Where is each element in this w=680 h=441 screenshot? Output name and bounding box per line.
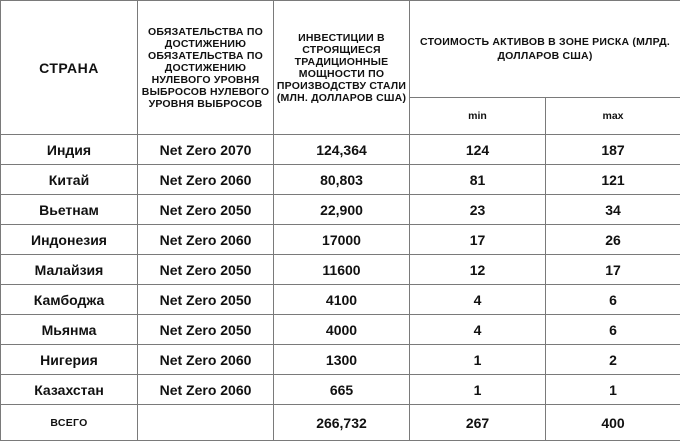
table-row — [1, 345, 680, 375]
total-commitment — [138, 405, 274, 441]
cell-max: 6 — [546, 315, 680, 345]
cell-min: 1 — [410, 375, 546, 405]
total-label: ВСЕГО — [1, 405, 138, 441]
header-max: max — [546, 98, 680, 135]
cell-min: 4 — [410, 315, 546, 345]
cell-max: 187 — [546, 135, 680, 165]
cell-commitment: Net Zero 2050 — [138, 255, 274, 285]
cell-investment: 4000 — [274, 315, 410, 345]
cell-min: 4 — [410, 285, 546, 315]
cell-max: 121 — [546, 165, 680, 195]
cell-max: 34 — [546, 195, 680, 225]
table-row — [1, 135, 680, 165]
total-min: 267 — [410, 405, 546, 441]
header-commitment: ОБЯЗАТЕЛЬСТВА ПО ДОСТИЖЕНИЮ ОБЯЗАТЕЛЬСТВА ПО ДОСТИЖЕНИЮ НУЛЕВОГО УРОВНЯ ВЫБРОСОВ НУЛЕВОГО УРОВНЯ ВЫБРОСОВ — [138, 1, 274, 135]
table-row — [1, 255, 680, 285]
cell-investment: 4100 — [274, 285, 410, 315]
cell-country: Мьянма — [1, 315, 138, 345]
cell-min: 17 — [410, 225, 546, 255]
cell-commitment: Net Zero 2060 — [138, 165, 274, 195]
cell-max: 17 — [546, 255, 680, 285]
table-row — [1, 285, 680, 315]
table-row — [1, 225, 680, 255]
cell-investment: 1300 — [274, 345, 410, 375]
cell-commitment: Net Zero 2060 — [138, 375, 274, 405]
cell-max: 1 — [546, 375, 680, 405]
total-max: 400 — [546, 405, 680, 441]
cell-country: Казахстан — [1, 375, 138, 405]
cell-country: Китай — [1, 165, 138, 195]
header-min: min — [410, 98, 546, 135]
cell-investment: 17000 — [274, 225, 410, 255]
table-row — [1, 165, 680, 195]
cell-min: 124 — [410, 135, 546, 165]
cell-investment: 124,364 — [274, 135, 410, 165]
cell-max: 2 — [546, 345, 680, 375]
cell-investment: 665 — [274, 375, 410, 405]
cell-investment: 11600 — [274, 255, 410, 285]
cell-commitment: Net Zero 2060 — [138, 345, 274, 375]
table-row — [1, 195, 680, 225]
cell-commitment: Net Zero 2060 — [138, 225, 274, 255]
cell-country: Камбоджа — [1, 285, 138, 315]
cell-max: 6 — [546, 285, 680, 315]
cell-investment: 80,803 — [274, 165, 410, 195]
cell-country: Вьетнам — [1, 195, 138, 225]
total-row — [1, 405, 680, 441]
header-country: СТРАНА — [1, 1, 138, 135]
cell-commitment: Net Zero 2050 — [138, 315, 274, 345]
total-investment: 266,732 — [274, 405, 410, 441]
cell-country: Нигерия — [1, 345, 138, 375]
cell-country: Индия — [1, 135, 138, 165]
cell-investment: 22,900 — [274, 195, 410, 225]
header-investment: ИНВЕСТИЦИИ В СТРОЯЩИЕСЯ ТРАДИЦИОННЫЕ МОЩНОСТИ ПО ПРОИЗВОДСТВУ СТАЛИ (МЛН. ДОЛЛАРОВ США) — [274, 1, 410, 135]
cell-min: 23 — [410, 195, 546, 225]
cell-commitment: Net Zero 2050 — [138, 285, 274, 315]
cell-commitment: Net Zero 2050 — [138, 195, 274, 225]
table-row — [1, 315, 680, 345]
cell-max: 26 — [546, 225, 680, 255]
cell-country: Малайзия — [1, 255, 138, 285]
cell-commitment: Net Zero 2070 — [138, 135, 274, 165]
header-assets-at-risk: СТОИМОСТЬ АКТИВОВ В ЗОНЕ РИСКА (МЛРД. ДОЛЛАРОВ США) — [410, 1, 680, 98]
cell-country: Индонезия — [1, 225, 138, 255]
cell-min: 1 — [410, 345, 546, 375]
cell-min: 81 — [410, 165, 546, 195]
table-row — [1, 375, 680, 405]
cell-min: 12 — [410, 255, 546, 285]
